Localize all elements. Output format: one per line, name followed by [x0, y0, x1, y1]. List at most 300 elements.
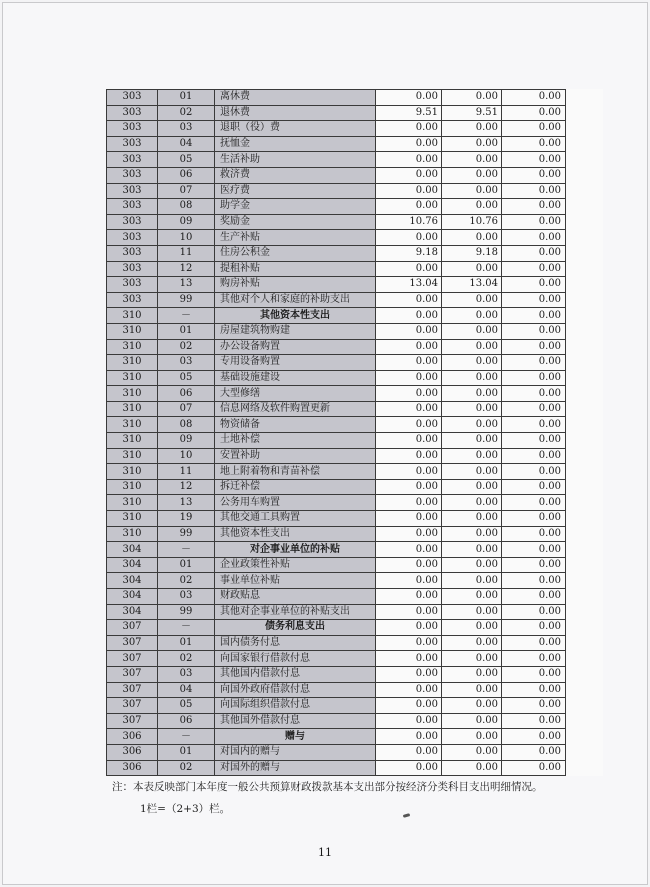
category-code-cell: 304 — [107, 573, 158, 589]
total-column-cell: 0.00 — [376, 183, 442, 199]
category-code-cell: 303 — [107, 199, 158, 215]
blank-column-cell — [566, 651, 603, 667]
table-row — [107, 557, 603, 573]
blank-column-cell — [566, 136, 603, 152]
personnel-column-cell: 0.00 — [442, 589, 502, 605]
personnel-column-cell: 0.00 — [442, 183, 502, 199]
blank-column-cell — [566, 729, 603, 745]
total-column-cell: 0.00 — [376, 199, 442, 215]
category-code-cell: 307 — [107, 682, 158, 698]
personnel-column-cell: 10.76 — [442, 214, 502, 230]
category-code-cell: 303 — [107, 292, 158, 308]
blank-column-cell — [566, 682, 603, 698]
public-funds-column-cell: 0.00 — [502, 620, 566, 636]
table-row — [107, 386, 603, 402]
blank-column-cell — [566, 401, 603, 417]
total-column-cell: 0.00 — [376, 651, 442, 667]
subcategory-code-cell: 02 — [158, 760, 215, 776]
subcategory-code-cell: 11 — [158, 464, 215, 480]
subcategory-code-cell: 19 — [158, 511, 215, 527]
subcategory-code-cell: 99 — [158, 526, 215, 542]
public-funds-column-cell: 0.00 — [502, 386, 566, 402]
total-column-cell: 9.51 — [376, 105, 442, 121]
total-column-cell: 0.00 — [376, 308, 442, 324]
blank-column-cell — [566, 292, 603, 308]
subcategory-code-cell: 05 — [158, 698, 215, 714]
table-row — [107, 573, 603, 589]
blank-column-cell — [566, 448, 603, 464]
total-column-cell: 13.04 — [376, 277, 442, 293]
total-column-cell: 0.00 — [376, 152, 442, 168]
public-funds-column-cell: 0.00 — [502, 323, 566, 339]
personnel-column-cell: 0.00 — [442, 604, 502, 620]
total-column-cell: 0.00 — [376, 729, 442, 745]
subcategory-code-cell: 02 — [158, 105, 215, 121]
table-row — [107, 323, 603, 339]
table-row — [107, 167, 603, 183]
personnel-column-cell: 0.00 — [442, 230, 502, 246]
category-code-cell: 310 — [107, 495, 158, 511]
subcategory-code-cell: 01 — [158, 635, 215, 651]
public-funds-column-cell: 0.00 — [502, 105, 566, 121]
personnel-column-cell: 0.00 — [442, 401, 502, 417]
blank-column-cell — [566, 464, 603, 480]
blank-column-cell — [566, 760, 603, 776]
public-funds-column-cell: 0.00 — [502, 744, 566, 760]
blank-column-cell — [566, 355, 603, 371]
category-code-cell: 310 — [107, 355, 158, 371]
public-funds-column-cell: 0.00 — [502, 557, 566, 573]
blank-column-cell — [566, 698, 603, 714]
blank-column-cell — [566, 495, 603, 511]
public-funds-column-cell: 0.00 — [502, 90, 566, 106]
public-funds-column-cell: 0.00 — [502, 167, 566, 183]
subcategory-code-cell: 03 — [158, 666, 215, 682]
item-name-cell: 企业政策性补贴 — [215, 557, 376, 573]
subcategory-code-cell: 01 — [158, 744, 215, 760]
subcategory-code-cell: 09 — [158, 214, 215, 230]
personnel-column-cell: 0.00 — [442, 542, 502, 558]
subcategory-code-cell: 06 — [158, 167, 215, 183]
category-code-cell: 310 — [107, 511, 158, 527]
personnel-column-cell: 0.00 — [442, 620, 502, 636]
table-row — [107, 339, 603, 355]
public-funds-column-cell: 0.00 — [502, 355, 566, 371]
table-row — [107, 245, 603, 261]
subcategory-code-cell: 13 — [158, 495, 215, 511]
subcategory-code-cell: 01 — [158, 90, 215, 106]
item-name-cell: 其他交通工具购置 — [215, 511, 376, 527]
table-group-row — [107, 308, 603, 324]
blank-column-cell — [566, 90, 603, 106]
table-row — [107, 479, 603, 495]
blank-column-cell — [566, 214, 603, 230]
total-column-cell: 0.00 — [376, 370, 442, 386]
item-name-cell: 其他国内借款付息 — [215, 666, 376, 682]
item-name-cell: 救济费 — [215, 167, 376, 183]
total-column-cell: 0.00 — [376, 230, 442, 246]
total-column-cell: 0.00 — [376, 417, 442, 433]
personnel-column-cell: 0.00 — [442, 152, 502, 168]
subcategory-code-cell: 04 — [158, 136, 215, 152]
blank-column-cell — [566, 370, 603, 386]
item-name-cell: 地上附着物和青苗补偿 — [215, 464, 376, 480]
public-funds-column-cell: 0.00 — [502, 121, 566, 137]
category-code-cell: 304 — [107, 604, 158, 620]
personnel-column-cell: 13.04 — [442, 277, 502, 293]
item-name-cell: 物资储备 — [215, 417, 376, 433]
total-column-cell: 0.00 — [376, 589, 442, 605]
category-code-cell: 310 — [107, 479, 158, 495]
blank-column-cell — [566, 479, 603, 495]
table-row — [107, 136, 603, 152]
subcategory-code-cell: 04 — [158, 682, 215, 698]
personnel-column-cell: 0.00 — [442, 339, 502, 355]
table-note: 注：本表反映部门本年度一般公共预算财政拨款基本支出部分按经济分类科目支出明细情况。 — [112, 781, 543, 793]
public-funds-column-cell: 0.00 — [502, 448, 566, 464]
blank-column-cell — [566, 261, 603, 277]
total-column-cell: 0.00 — [376, 121, 442, 137]
item-name-cell: 医疗费 — [215, 183, 376, 199]
total-column-cell: 0.00 — [376, 760, 442, 776]
item-name-cell: 向国家银行借款付息 — [215, 651, 376, 667]
blank-column-cell — [566, 713, 603, 729]
total-column-cell: 0.00 — [376, 557, 442, 573]
expenditure-table — [106, 89, 603, 776]
personnel-column-cell: 0.00 — [442, 557, 502, 573]
blank-column-cell — [566, 105, 603, 121]
subcategory-code-cell: 13 — [158, 277, 215, 293]
public-funds-column-cell: 0.00 — [502, 511, 566, 527]
personnel-column-cell: 0.00 — [442, 573, 502, 589]
personnel-column-cell: 0.00 — [442, 744, 502, 760]
blank-column-cell — [566, 121, 603, 137]
blank-column-cell — [566, 635, 603, 651]
category-code-cell: 303 — [107, 167, 158, 183]
personnel-column-cell: 0.00 — [442, 760, 502, 776]
blank-column-cell — [566, 245, 603, 261]
column-formula-note: 1栏=（2+3）栏。 — [140, 803, 231, 815]
personnel-column-cell: 0.00 — [442, 713, 502, 729]
subcategory-code-cell: 05 — [158, 370, 215, 386]
item-name-cell: 事业单位补贴 — [215, 573, 376, 589]
total-column-cell: 0.00 — [376, 635, 442, 651]
table-row — [107, 417, 603, 433]
item-name-cell: 对国内的赠与 — [215, 744, 376, 760]
subcategory-code-cell: 03 — [158, 355, 215, 371]
table-row — [107, 635, 603, 651]
total-column-cell: 0.00 — [376, 339, 442, 355]
personnel-column-cell: 0.00 — [442, 261, 502, 277]
public-funds-column-cell: 0.00 — [502, 245, 566, 261]
public-funds-column-cell: 0.00 — [502, 651, 566, 667]
blank-column-cell — [566, 417, 603, 433]
total-column-cell: 0.00 — [376, 698, 442, 714]
subcategory-code-cell: 99 — [158, 292, 215, 308]
category-code-cell: 310 — [107, 339, 158, 355]
personnel-column-cell: 0.00 — [442, 635, 502, 651]
table-row — [107, 433, 603, 449]
category-code-cell: 307 — [107, 620, 158, 636]
personnel-column-cell: 0.00 — [442, 464, 502, 480]
table-row — [107, 604, 603, 620]
personnel-column-cell: 9.51 — [442, 105, 502, 121]
table-row — [107, 292, 603, 308]
total-column-cell: 0.00 — [376, 666, 442, 682]
subcategory-code-cell: 07 — [158, 183, 215, 199]
subcategory-code-cell: 02 — [158, 339, 215, 355]
blank-column-cell — [566, 339, 603, 355]
category-code-cell: 304 — [107, 542, 158, 558]
personnel-column-cell: 0.00 — [442, 448, 502, 464]
category-code-cell: 307 — [107, 698, 158, 714]
category-code-cell: 306 — [107, 744, 158, 760]
blank-column-cell — [566, 573, 603, 589]
total-column-cell: 0.00 — [376, 401, 442, 417]
personnel-column-cell: 0.00 — [442, 370, 502, 386]
item-name-cell: 安置补助 — [215, 448, 376, 464]
blank-column-cell — [566, 183, 603, 199]
item-name-cell: 提租补贴 — [215, 261, 376, 277]
public-funds-column-cell: 0.00 — [502, 417, 566, 433]
blank-column-cell — [566, 167, 603, 183]
personnel-column-cell: 0.00 — [442, 433, 502, 449]
category-code-cell: 306 — [107, 760, 158, 776]
table-body — [107, 90, 603, 776]
total-column-cell: 0.00 — [376, 744, 442, 760]
category-code-cell: 303 — [107, 152, 158, 168]
table-row — [107, 495, 603, 511]
total-column-cell: 0.00 — [376, 355, 442, 371]
subcategory-code-cell: 03 — [158, 589, 215, 605]
public-funds-column-cell: 0.00 — [502, 136, 566, 152]
blank-column-cell — [566, 308, 603, 324]
public-funds-column-cell: 0.00 — [502, 152, 566, 168]
item-name-cell: 向国外政府借款付息 — [215, 682, 376, 698]
total-column-cell: 9.18 — [376, 245, 442, 261]
item-name-cell: 债务利息支出 — [215, 620, 376, 636]
table-row — [107, 152, 603, 168]
category-code-cell: 303 — [107, 230, 158, 246]
table-row — [107, 401, 603, 417]
subcategory-code-cell: 01 — [158, 557, 215, 573]
total-column-cell: 0.00 — [376, 713, 442, 729]
item-name-cell: 对国外的赠与 — [215, 760, 376, 776]
blank-column-cell — [566, 526, 603, 542]
category-code-cell: 310 — [107, 323, 158, 339]
public-funds-column-cell: 0.00 — [502, 713, 566, 729]
category-code-cell: 310 — [107, 417, 158, 433]
item-name-cell: 离休费 — [215, 90, 376, 106]
item-name-cell: 其他对个人和家庭的补助支出 — [215, 292, 376, 308]
item-name-cell: 退休费 — [215, 105, 376, 121]
personnel-column-cell: 0.00 — [442, 526, 502, 542]
table-row — [107, 666, 603, 682]
category-code-cell: 307 — [107, 666, 158, 682]
blank-column-cell — [566, 386, 603, 402]
table-row — [107, 121, 603, 137]
personnel-column-cell: 0.00 — [442, 682, 502, 698]
public-funds-column-cell: 0.00 — [502, 277, 566, 293]
item-name-cell: 购房补贴 — [215, 277, 376, 293]
subcategory-code-cell: － — [158, 620, 215, 636]
category-code-cell: 310 — [107, 401, 158, 417]
table-row — [107, 682, 603, 698]
total-column-cell: 0.00 — [376, 292, 442, 308]
personnel-column-cell: 0.00 — [442, 666, 502, 682]
table-row — [107, 90, 603, 106]
personnel-column-cell: 0.00 — [442, 495, 502, 511]
total-column-cell: 0.00 — [376, 511, 442, 527]
table-row — [107, 105, 603, 121]
subcategory-code-cell: 11 — [158, 245, 215, 261]
table-row — [107, 261, 603, 277]
public-funds-column-cell: 0.00 — [502, 261, 566, 277]
table-row — [107, 760, 603, 776]
item-name-cell: 赠与 — [215, 729, 376, 745]
subcategory-code-cell: 07 — [158, 401, 215, 417]
table-group-row — [107, 729, 603, 745]
personnel-column-cell: 0.00 — [442, 167, 502, 183]
personnel-column-cell: 0.00 — [442, 729, 502, 745]
subcategory-code-cell: 02 — [158, 573, 215, 589]
table-row — [107, 713, 603, 729]
public-funds-column-cell: 0.00 — [502, 635, 566, 651]
item-name-cell: 生产补贴 — [215, 230, 376, 246]
public-funds-column-cell: 0.00 — [502, 604, 566, 620]
category-code-cell: 310 — [107, 448, 158, 464]
table-row — [107, 214, 603, 230]
public-funds-column-cell: 0.00 — [502, 464, 566, 480]
personnel-column-cell: 0.00 — [442, 323, 502, 339]
total-column-cell: 0.00 — [376, 261, 442, 277]
personnel-column-cell: 0.00 — [442, 479, 502, 495]
personnel-column-cell: 0.00 — [442, 199, 502, 215]
public-funds-column-cell: 0.00 — [502, 479, 566, 495]
category-code-cell: 303 — [107, 136, 158, 152]
category-code-cell: 310 — [107, 433, 158, 449]
public-funds-column-cell: 0.00 — [502, 401, 566, 417]
category-code-cell: 303 — [107, 105, 158, 121]
public-funds-column-cell: 0.00 — [502, 292, 566, 308]
subcategory-code-cell: 01 — [158, 323, 215, 339]
public-funds-column-cell: 0.00 — [502, 760, 566, 776]
subcategory-code-cell: 08 — [158, 199, 215, 215]
public-funds-column-cell: 0.00 — [502, 199, 566, 215]
table-row — [107, 370, 603, 386]
blank-column-cell — [566, 511, 603, 527]
category-code-cell: 310 — [107, 464, 158, 480]
total-column-cell: 0.00 — [376, 495, 442, 511]
category-code-cell: 307 — [107, 713, 158, 729]
total-column-cell: 0.00 — [376, 573, 442, 589]
item-name-cell: 财政贴息 — [215, 589, 376, 605]
public-funds-column-cell: 0.00 — [502, 666, 566, 682]
table-row — [107, 199, 603, 215]
public-funds-column-cell: 0.00 — [502, 526, 566, 542]
table-group-row — [107, 620, 603, 636]
table-row — [107, 511, 603, 527]
item-name-cell: 拆迁补偿 — [215, 479, 376, 495]
category-code-cell: 310 — [107, 308, 158, 324]
subcategory-code-cell: 10 — [158, 230, 215, 246]
personnel-column-cell: 0.00 — [442, 511, 502, 527]
item-name-cell: 其他国外借款付息 — [215, 713, 376, 729]
total-column-cell: 0.00 — [376, 604, 442, 620]
category-code-cell: 304 — [107, 589, 158, 605]
item-name-cell: 土地补偿 — [215, 433, 376, 449]
personnel-column-cell: 0.00 — [442, 136, 502, 152]
total-column-cell: 0.00 — [376, 542, 442, 558]
personnel-column-cell: 0.00 — [442, 651, 502, 667]
public-funds-column-cell: 0.00 — [502, 542, 566, 558]
public-funds-column-cell: 0.00 — [502, 495, 566, 511]
public-funds-column-cell: 0.00 — [502, 729, 566, 745]
table-row — [107, 230, 603, 246]
public-funds-column-cell: 0.00 — [502, 230, 566, 246]
item-name-cell: 生活补助 — [215, 152, 376, 168]
blank-column-cell — [566, 323, 603, 339]
subcategory-code-cell: 12 — [158, 479, 215, 495]
public-funds-column-cell: 0.00 — [502, 183, 566, 199]
blank-column-cell — [566, 604, 603, 620]
subcategory-code-cell: 03 — [158, 121, 215, 137]
subcategory-code-cell: 09 — [158, 433, 215, 449]
subcategory-code-cell: 02 — [158, 651, 215, 667]
blank-column-cell — [566, 277, 603, 293]
table-row — [107, 589, 603, 605]
personnel-column-cell: 0.00 — [442, 90, 502, 106]
personnel-column-cell: 0.00 — [442, 292, 502, 308]
table-row — [107, 277, 603, 293]
page-number: 11 — [318, 846, 332, 859]
personnel-column-cell: 0.00 — [442, 121, 502, 137]
category-code-cell: 303 — [107, 214, 158, 230]
item-name-cell: 退职（役）费 — [215, 121, 376, 137]
blank-column-cell — [566, 230, 603, 246]
personnel-column-cell: 0.00 — [442, 308, 502, 324]
item-name-cell: 其他对企事业单位的补贴支出 — [215, 604, 376, 620]
total-column-cell: 10.76 — [376, 214, 442, 230]
item-name-cell: 向国际组织借款付息 — [215, 698, 376, 714]
table-row — [107, 744, 603, 760]
item-name-cell: 其他资本性支出 — [215, 526, 376, 542]
category-code-cell: 310 — [107, 526, 158, 542]
blank-column-cell — [566, 744, 603, 760]
item-name-cell: 助学金 — [215, 199, 376, 215]
blank-column-cell — [566, 666, 603, 682]
blank-column-cell — [566, 557, 603, 573]
item-name-cell: 大型修缮 — [215, 386, 376, 402]
subcategory-code-cell: 10 — [158, 448, 215, 464]
public-funds-column-cell: 0.00 — [502, 589, 566, 605]
total-column-cell: 0.00 — [376, 323, 442, 339]
category-code-cell: 303 — [107, 183, 158, 199]
item-name-cell: 专用设备购置 — [215, 355, 376, 371]
table-row — [107, 526, 603, 542]
blank-column-cell — [566, 589, 603, 605]
category-code-cell: 303 — [107, 245, 158, 261]
category-code-cell: 307 — [107, 651, 158, 667]
subcategory-code-cell: － — [158, 729, 215, 745]
subcategory-code-cell: 12 — [158, 261, 215, 277]
item-name-cell: 公务用车购置 — [215, 495, 376, 511]
subcategory-code-cell: 06 — [158, 386, 215, 402]
category-code-cell: 303 — [107, 277, 158, 293]
table-group-row — [107, 542, 603, 558]
public-funds-column-cell: 0.00 — [502, 370, 566, 386]
public-funds-column-cell: 0.00 — [502, 339, 566, 355]
